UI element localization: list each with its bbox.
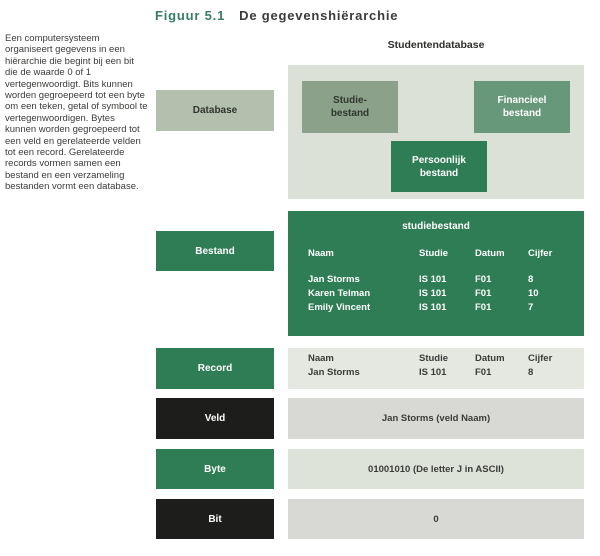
studiebestand-table — [288, 211, 584, 336]
figure-name: De gegevenshiërarchie — [239, 8, 399, 23]
byte-value-box: 01001010 (De letter J in ASCII) — [288, 449, 584, 489]
figure-number: Figuur 5.1 — [155, 8, 226, 23]
financieel-bestand-box — [474, 81, 570, 133]
table-row — [288, 288, 584, 301]
cell-naam: Emily Vincent — [308, 302, 371, 313]
persoonlijk-bestand-box — [391, 141, 487, 192]
column-header-datum: Datum — [475, 248, 505, 259]
tier-label-bestand: Bestand — [156, 231, 274, 271]
tier-label-veld: Veld — [156, 398, 274, 439]
studie-bestand-box — [302, 81, 398, 133]
cell-studie: IS 101 — [419, 288, 447, 299]
figure-title — [155, 8, 398, 23]
record-col-datum: Datum — [475, 353, 505, 364]
studentendatabase-container — [288, 65, 584, 199]
tier-label-byte: Byte — [156, 449, 274, 489]
tier-label-record: Record — [156, 348, 274, 389]
record-value-row — [288, 367, 584, 380]
cell-studie: IS 101 — [419, 302, 447, 313]
table-row — [288, 274, 584, 287]
cell-datum: F01 — [475, 288, 492, 299]
record-col-studie: Studie — [419, 353, 449, 364]
cell-naam: Jan Storms — [308, 274, 360, 285]
record-box — [288, 348, 584, 389]
tier-label-bit: Bit — [156, 499, 274, 539]
table-row — [288, 302, 584, 315]
bit-value-box: 0 — [288, 499, 584, 539]
persoonlijk-bestand-line2: bestand — [419, 167, 459, 179]
column-header-naam: Naam — [308, 248, 334, 259]
cell-cijfer: 8 — [528, 274, 534, 285]
tier-label-database: Database — [156, 90, 274, 131]
studie-bestand-line2: bestand — [330, 108, 370, 119]
veld-value-box: Jan Storms (veld Naam) — [288, 398, 584, 439]
table-header-row — [288, 248, 584, 261]
record-val-naam: Jan Storms — [308, 367, 360, 378]
financieel-bestand-line1: Financieel — [497, 95, 547, 106]
cell-datum: F01 — [475, 274, 492, 285]
record-val-cijfer: 8 — [528, 367, 534, 378]
cell-cijfer: 10 — [528, 288, 539, 299]
record-val-datum: F01 — [475, 367, 492, 378]
cell-cijfer: 7 — [528, 302, 534, 313]
column-header-studie: Studie — [419, 248, 449, 259]
financieel-bestand-line2: bestand — [502, 108, 542, 119]
record-col-naam: Naam — [308, 353, 334, 364]
cell-datum: F01 — [475, 302, 492, 313]
record-header-row — [288, 353, 584, 366]
cell-studie: IS 101 — [419, 274, 447, 285]
record-col-cijfer: Cijfer — [528, 353, 553, 364]
column-header-cijfer: Cijfer — [528, 248, 553, 259]
studie-bestand-line1: Studie- — [333, 95, 367, 106]
record-val-studie: IS 101 — [419, 367, 447, 378]
studentendatabase-caption: Studentendatabase — [387, 39, 485, 51]
table-title: studiebestand — [402, 221, 470, 232]
persoonlijk-bestand-line1: Persoonlijk — [412, 154, 466, 166]
margin-note: Een computersysteem organiseert gegevens in een hiërarchie die begint bij een bit die de waarde 0 of 1 vertegenwoordigt. Bits kunnen worden gegroepeerd tot een byte om een teken, getal of symbool te vertegenwoordigen. Bytes kunnen worden gegroepeerd tot een veld en gerelateerde velden tot een record. Gerelateerde records vormen samen een bestand en een verzameling bestanden vormt een database. — [5, 33, 148, 193]
cell-naam: Karen Telman — [308, 288, 371, 299]
